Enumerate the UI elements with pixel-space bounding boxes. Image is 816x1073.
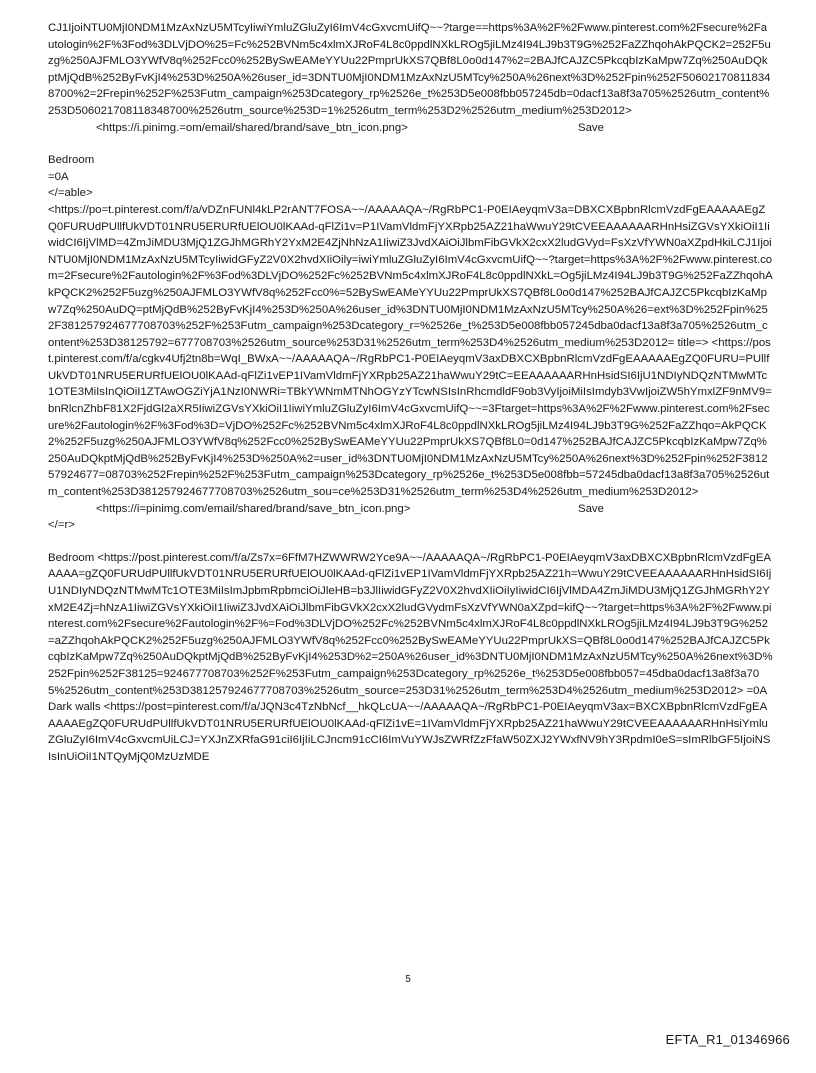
email-source-block-1: CJ1IjoiNTU0MjI0NDM1MzAxNzU5MTcyIiwiYmluZGluZyI6ImV4cGxvcmUifQ~~?targe==https%3A%2F%2Fwww.pinterest.com%2Fsecure%2Fautologin%2F%3Fod%3DLVjDO%25=Fc%252BVNm5c4xlmXJRoF4L8c0ppdlNXkLROg5jiLMz4I94LJ9b3T9G%252FaZZhqohAkPQCK2=252F5uzg%250AJFMLO3YWfV8q%252Fcc0%252BySwEAMeYYUu22PmprUkXS7QBf8L0o0d147%2=2BAJfCAJZC5PkcqbIzKaMpw7Zq%250AuDQkptMjQdB%252ByFvKjI4%253D%250A%26user_id=3DNTU0MjI0NDM1MzAxNzU5MTcy%250A%26next%3D%252Fpin%252F506021708118348700%2=2Frepin%252F%253Futm_campaign%253Dcategory_rp%2526e_t%253D5e008fbb057245db=0dacf13a8f3a705%2526utm_content%253D506021708118348700%2526utm_source%253D=1%2526utm_term%253D2%2526utm_medium%253D2012> (48, 22, 771, 117)
encoded-newline: =0A (48, 170, 69, 183)
page-number: 5 (405, 974, 411, 985)
bates-number: EFTA_R1_01346966 (665, 1032, 790, 1047)
email-source-block-2: <https://po=t.pinterest.com/f/a/vDZnFUNl4kLP2rANT7FOSA~~/AAAAAQA~/RgRbPC1-P0EIAeyqmV3a=DBXCXBpbnRlcmVzdFgEAAAAAEgZQ0FURUdPUllfUkVDT01NRU5ERURfUElOU0lKAAd-qFlZi1v=P1IVamVldmFjYXRpb25AZ21haWwuY29tCVEEAAAAAARHnHsiZGVsYXkiOiI1IiwidCI6IjVlMD=4ZmJiMDU3MjQ1ZGJhMGRhY2YxM2E4ZjNhNzA1IiwiZ3JvdXAiOiJlbmFibGVkX2cxX2ludGVyd=FsXzVfYWN0aXZpdHkiLCJ1IjoiNTU0MjI0NDM1MzAxNzU5MTcyIiwidGFyZ2V0X2hvdXIiOily=iwiYmluZGluZyI6ImV4cGxvcmUifQ~~?target=https%3A%2F%2Fwww.pinterest.com=2Fsecure%2Fautologin%2F%3Fod%3DLVjDO%252Fc%252BVNm5c4xlmXJRoF4L8c0ppdlNXkL=Og5jiLMz4I94LJ9b3T9G%252FaZZhqohAkPQCK2%252F5uzg%250AJFMLO3YWfV8q%252Fcc0%=52BySwEAMeYYUu22PmprUkXS7QBf8L0o0d147%252BAJfCAJZC5PkcqbIzKaMpw7Zq%250AuDQ=ptMjQdB%252ByFvKjI4%253D%250A%26user_id%3DNTU0MjI0NDM1MzAxNzU5MTcy%250A%26=ext%3D%252Fpin%252F381257924677708703%252F%253Futm_campaign%253Dcategory_r=%2526e_t%253D5e008fbb057245dba0dacf13a8f3a705%2526utm_content%253D38125792=677708703%2526utm_source%253D31%2526utm_term%253D4%2526utm_medium%253D2012= title=> <https://post.pinterest.com/f/a/cgkv4Ufj2tn8b=WqI_BWxA~~/AAAAAQA~/RgRbPC1-P0EIAeyqmV3axDBXCXBpbnRlcmVzdFgEAAAAAEgZQ0FURU=PUllfUkVDT01NRU5ERURfUElOU0lKAAd-qFlZi1vEP1IVamVldmFjYXRpb25AZ21haWwuY29tC=EEAAAAAARHnHsidSI6IjU1NDIyNDQzNTMwMTc1OTE3MiIsInQiOiI1ZTAwOGZiYjA1NzI0NWRi=TBkYWNmMTNhOGYzYTcwNSIsInRhcmdldF9ob3VyIjoiMiIsImdyb3VwIjoiZW5hYmxlZF9nMV9=bnRlcnZhbF81X2FjdGl2aXR5IiwiZGVsYXkiOiI1IiwiYmluZGluZyI6ImV4cGxvcmUifQ~~=3Ftarget=https%3A%2F%2Fwww.pinterest.com%2Fsecure%2Fautologin%2F%3Fod%3D=VjDO%252Fc%252BVNm5c4xlmXJRoF4L8c0ppdlNXkLROg5jiLMz4I94LJ9b3T9G%252FaZZhqo=AkPQCK2%252F5uzg%250AJFMLO3YWfV8q%252Fcc0%252BySwEAMeYYUu22PmprUkXS7QBf8L0=0d147%252BAJfCAJZC5PkcqbIzKaMpw7Zq%250AuDQkptMjQdB%252ByFvKjI4%253D%250A%2=user_id%3DNTU0MjI0NDM1MzAxNzU5MTcy%250A%26next%3D%252Fpin%252F381257924677=08703%252Frepin%252F%253Futm_campaign%253Dcategory_rp%2526e_t%253D5e008fbb=57245dba0dacf13a8f3a705%2526utm_content%253D381257924677708703%2526utm_sou=ce%253D31%2526utm_term%253D4%2526utm_medium%253D2012> (48, 203, 773, 499)
save-button-row-1 (48, 120, 773, 137)
document-body (48, 20, 773, 766)
save-label: Save (578, 502, 604, 515)
spacer (48, 534, 773, 550)
section-label-bedroom: Bedroom (48, 154, 95, 167)
save-icon-url: <https://i.pinimg.=om/email/shared/brand/save_btn_icon.png> (96, 121, 408, 134)
html-tag-fragment: </=able> (48, 187, 93, 200)
save-label: Save (578, 121, 604, 134)
save-icon-url: <https://i=pinimg.com/email/shared/brand/save_btn_icon.png> (96, 502, 411, 515)
email-source-block-3: Bedroom <https://post.pinterest.com/f/a/Zs7x=6FfM7HZWWRW2Yce9A~~/AAAAAQA~/RgRbPC1-P0EIAeyqmV3axDBXCXBpbnRlcmVzdFgEAAAAA=gZQ0FURUdPUllfUkVDT01NRU5ERURfUElOU0lKAAd-qFlZi1vEP1IVamVldmFjYXRpb25AZ21h=WwuY29tCVEEAAAAAARHnHsidSI6IjU1NDIyNDQzNTMwMTc1OTE3MiIsImJpbmRpbmciOiJleHB=b3JlIiwidGFyZ2V0X2hvdXIiOiIyIiwidCI6IjVlMDA4ZmJiMDU3MjQ1ZGJhMGRhY2YxM2E4Zj=hNzA1IiwiZGVsYXkiOiI1IiwiZ3JvdXAiOiJlbmFibGVkX2cxX2ludGVydmFsXzVfYWN0aXZpd=kifQ~~?target=https%3A%2F%2Fwww.pinterest.com%2Fsecure%2Fautologin%2F%=Fod%3DLVjDO%252Fc%252BVNm5c4xlmXJRoF4L8c0ppdlNXkLROg5jiLMz4I94LJ9b3T9G%252=aZZhqohAkPQCK2%252F5uzg%250AJFMLO3YWfV8q%252Fcc0%252BySwEAMeYYUu22PmprUkXS=QBf8L0o0d147%252BAJfCAJZC5PkcqbIzKaMpw7Zq%250AuDQkptMjQdB%252ByFvKjI4%253D%2=250A%26user_id%3DNTU0MjI0NDM1MzAxNzU5MTcy%250A%26next%3D%252Fpin%252F38125=924677708703%252F%253Futm_campaign%253Dcategory_rp%2526e_t%253D5e008fbb057=45dba0dacf13a8f3a705%2526utm_content%253D381257924677708703%2526utm_source=253D31%2526utm_term%253D4%2526utm_medium%253D2012> =0A (48, 551, 773, 697)
html-tag-fragment: </=r> (48, 519, 75, 532)
save-button-row-2 (48, 501, 773, 518)
email-source-block-4: Dark walls <https://post=pinterest.com/f/a/JQN3c4TzNbNcf__hkQLcUA~~/AAAAAQA~/RgRbPC1-P0EIAeyqmV3ax=BXCXBpbnRlcmVzdFgEAAAAAEgZQ0FURUdPUllfUkVDT01NRU5ERURfUElOU0lKAAd-qFlZi1vE=1IVamVldmFjYXRpb25AZ21haWwuY29tCVEEAAAAAARHnHsiYmluZGluZyI6ImV4cGxvcmUiLCJ=YXJnZXRfaG91ciI6IjIiLCJncm91cCI6ImVuYWJsZWRfZzFfaW50ZXJ2YWxfNV9hY3RpdmI0eS=sImRlbGF5IjoiNSIsInUiOiI1NTQyMjQ0MzUzMDE (48, 701, 771, 763)
spacer (48, 136, 773, 152)
